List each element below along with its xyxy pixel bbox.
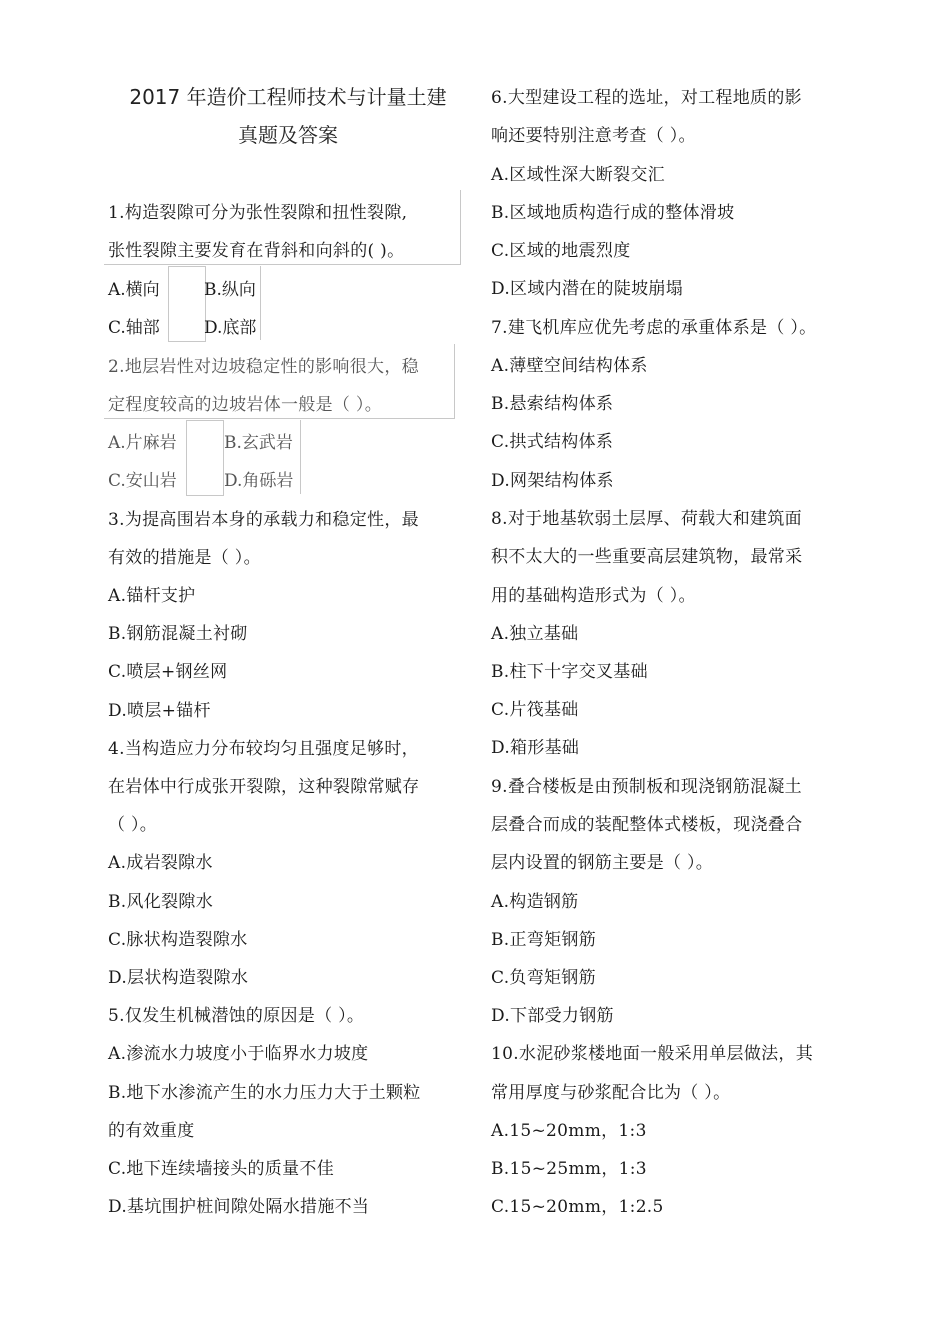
- q5-option-b-line1: B.地下水渗流产生的水力压力大于土颗粒: [108, 1083, 421, 1103]
- q1-option-a: A.横向: [108, 280, 160, 300]
- q3-option-d: D.喷层+锚杆: [108, 701, 211, 721]
- q6-stem-line2: 响还要特别注意考查（ ）。: [491, 126, 696, 146]
- q5-option-a: A.渗流水力坡度小于临界水力坡度: [108, 1044, 369, 1064]
- q8-option-a: A.独立基础: [491, 624, 579, 644]
- q1-option-d: D.底部: [204, 318, 257, 338]
- q1-option-c: C.轴部: [108, 318, 160, 338]
- q2-option-divider: [186, 420, 224, 496]
- q9-stem-line2: 层叠合而成的装配整体式楼板，现浇叠合: [491, 815, 803, 835]
- q4-option-b: B.风化裂隙水: [108, 892, 213, 912]
- q7-stem-line1: 7.建飞机库应优先考虑的承重体系是（ ）。: [491, 318, 817, 338]
- q2-stem-line2: 定程度较高的边坡岩体一般是（ ）。: [108, 395, 383, 415]
- q7-option-c: C.拱式结构体系: [491, 432, 614, 452]
- q3-stem-line1: 3.为提高围岩本身的承载力和稳定性，最: [108, 510, 419, 530]
- q1-option-divider: [168, 266, 206, 342]
- q8-stem-line3: 用的基础构造形式为（ ）。: [491, 586, 696, 606]
- q1-stem-line2: 张性裂隙主要发育在背斜和向斜的( )。: [108, 241, 405, 261]
- q4-option-a: A.成岩裂隙水: [108, 853, 213, 873]
- q6-option-b: B.区域地质构造行成的整体滑坡: [491, 203, 735, 223]
- q4-option-c: C.脉状构造裂隙水: [108, 930, 248, 950]
- q2-option-c: C.安山岩: [108, 471, 177, 491]
- q4-stem-line1: 4.当构造应力分布较均匀且强度足够时，: [108, 739, 419, 759]
- q5-option-b-line2: 的有效重度: [108, 1121, 195, 1141]
- q3-option-c: C.喷层+钢丝网: [108, 662, 228, 682]
- q6-option-a: A.区域性深大断裂交汇: [491, 165, 665, 185]
- q8-option-d: D.箱形基础: [491, 738, 580, 758]
- q2-stem-line1: 2.地层岩性对边坡稳定性的影响很大，稳: [108, 357, 419, 377]
- q9-stem-line1: 9.叠合楼板是由预制板和现浇钢筋混凝土: [491, 777, 802, 797]
- q10-stem-line2: 常用厚度与砂浆配合比为（ ）。: [491, 1083, 731, 1103]
- q3-option-a: A.锚杆支护: [108, 586, 196, 606]
- q1-option-divider-2: [260, 266, 261, 340]
- q8-stem-line2: 积不太大的一些重要高层建筑物，最常采: [491, 547, 803, 567]
- q7-option-b: B.悬索结构体系: [491, 394, 614, 414]
- q5-stem-line1: 5.仅发生机械潜蚀的原因是（ ）。: [108, 1006, 365, 1026]
- q5-option-d: D.基坑围护桩间隙处隔水措施不当: [108, 1197, 370, 1217]
- q5-option-c: C.地下连续墙接头的质量不佳: [108, 1159, 335, 1179]
- q10-option-a: A.15~20mm，1:3: [491, 1121, 647, 1141]
- q4-stem-line3: （ ）。: [108, 815, 158, 835]
- q10-option-c: C.15~20mm，1:2.5: [491, 1197, 664, 1217]
- q1-option-b: B.纵向: [204, 280, 256, 300]
- q2-option-d: D.角砾岩: [224, 471, 294, 491]
- q1-stem-line1: 1.构造裂隙可分为张性裂隙和扭性裂隙,: [108, 203, 408, 223]
- q9-option-c: C.负弯矩钢筋: [491, 968, 596, 988]
- q4-stem-line2: 在岩体中行成张开裂隙，这种裂隙常赋存: [108, 777, 420, 797]
- q4-option-d: D.层状构造裂隙水: [108, 968, 249, 988]
- q10-option-b: B.15~25mm，1:3: [491, 1159, 647, 1179]
- document-title-line2: 真题及答案: [238, 123, 338, 147]
- q2-option-divider-2: [300, 420, 301, 494]
- q6-option-d: D.区域内潜在的陡坡崩塌: [491, 279, 684, 299]
- q6-stem-line1: 6.大型建设工程的选址，对工程地质的影: [491, 88, 802, 108]
- q3-stem-line2: 有效的措施是（ ）。: [108, 548, 261, 568]
- document-title-line1: 2017 年造价工程师技术与计量土建: [129, 85, 447, 109]
- q7-option-d: D.网架结构体系: [491, 471, 614, 491]
- q10-stem-line1: 10.水泥砂浆楼地面一般采用单层做法，其: [491, 1044, 814, 1064]
- q8-option-c: C.片筏基础: [491, 700, 579, 720]
- q8-option-b: B.柱下十字交叉基础: [491, 662, 648, 682]
- q7-option-a: A.薄壁空间结构体系: [491, 356, 648, 376]
- q2-option-b: B.玄武岩: [224, 433, 293, 453]
- q3-option-b: B.钢筋混凝土衬砌: [108, 624, 248, 644]
- q8-stem-line1: 8.对于地基软弱土层厚、荷载大和建筑面: [491, 509, 802, 529]
- q2-option-a: A.片麻岩: [108, 433, 177, 453]
- q9-option-d: D.下部受力钢筋: [491, 1006, 614, 1026]
- q9-option-a: A.构造钢筋: [491, 892, 579, 912]
- q9-option-b: B.正弯矩钢筋: [491, 930, 596, 950]
- q6-option-c: C.区域的地震烈度: [491, 241, 631, 261]
- q9-stem-line3: 层内设置的钢筋主要是（ ）。: [491, 853, 714, 873]
